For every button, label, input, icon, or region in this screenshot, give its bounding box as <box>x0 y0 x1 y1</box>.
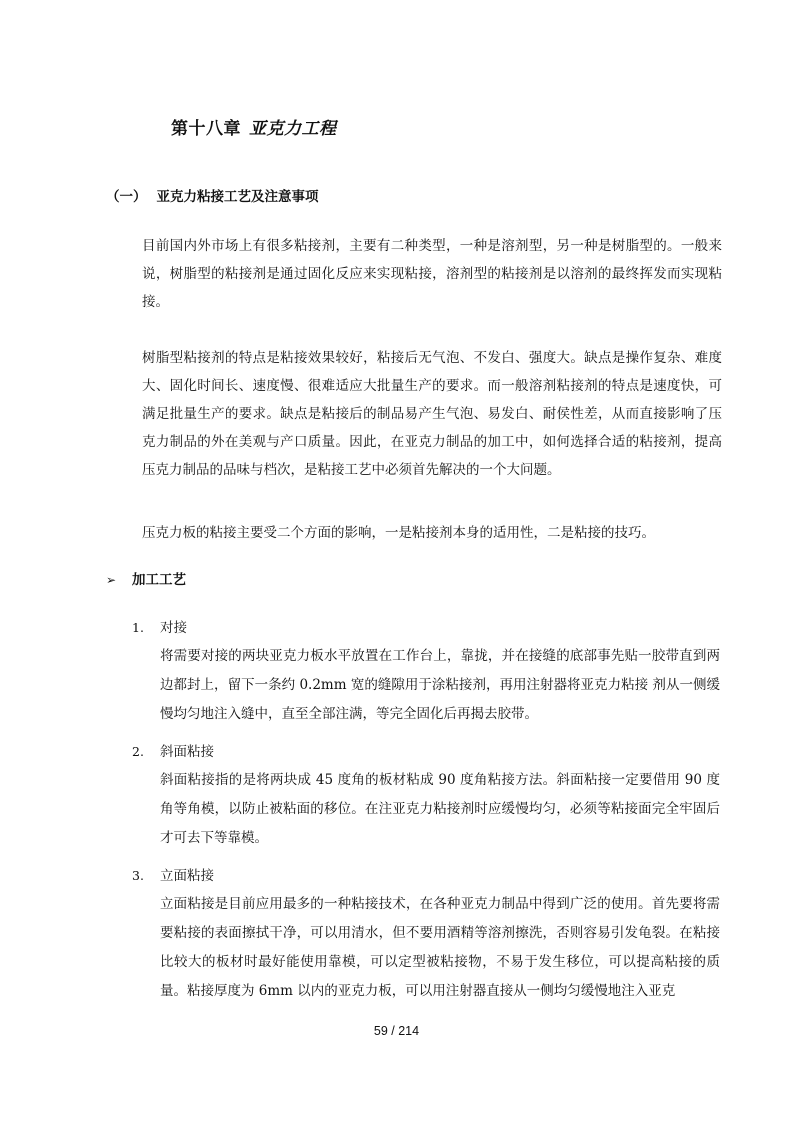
section-title: 亚克力粘接工艺及注意事项 <box>156 189 319 205</box>
chapter-title: 亚克力工程 <box>249 119 337 139</box>
list-item-number: 2. <box>132 744 144 759</box>
list-item-title: 立面粘接 <box>160 868 214 884</box>
list-item-heading <box>132 740 214 760</box>
subsection-title: 加工工艺 <box>132 572 186 588</box>
list-item-heading <box>132 616 187 636</box>
page-number: 59 / 214 <box>373 1024 420 1038</box>
list-item-number: 3. <box>132 868 144 883</box>
body-paragraph: 目前国内外市场上有很多粘接剂，主要有二种类型，一种是溶剂型，另一种是树脂型的。一般来说，树脂型的粘接剂是通过固化反应来实现粘接，溶剂型的粘接剂是以溶剂的最终挥发而实现粘接。 <box>142 238 722 310</box>
list-item-body: 将需要对接的两块亚克力板水平放置在工作台上，靠拢，并在接缝的底部事先贴一胶带直到两边都封上，留下一条约 0.2mm 宽的缝隙用于涂粘接剂，再用注射器将亚克力粘接 剂从一侧缓慢均匀地注入缝中，直至全部注满，等完全固化后再揭去胶带。 <box>160 648 720 722</box>
body-paragraph: 树脂型粘接剂的特点是粘接效果较好，粘接后无气泡、不发白、强度大。缺点是操作复杂、难度大、固化时间长、速度慢、很难适应大批量生产的要求。而一般溶剂粘接剂的特点是速度快，可满足批量生产的要求。缺点是粘接后的制品易产生气泡、易发白、耐侯性差，从而直接影响了压克力制品的外在美观与产口质量。因此，在亚克力制品的加工中，如何选择合适的粘接剂，提高压克力制品的品味与档次，是粘接工艺中必须首先解决的一个大问题。 <box>142 350 722 478</box>
chapter-heading <box>171 114 337 139</box>
arrow-bullet-icon: ➢ <box>106 573 117 587</box>
list-item-body: 斜面粘接指的是将两块成 45 度角的板材粘成 90 度角粘接方法。斜面粘接一定要借用 90 度角等角模，以防止被粘面的移位。在注亚克力粘接剂时应缓慢均匀，必须等粘接面完全牢固后才可去下等靠模。 <box>160 772 720 846</box>
list-item-title: 对接 <box>160 620 187 636</box>
body-paragraph: 压克力板的粘接主要受二个方面的影响，一是粘接剂本身的适用性，二是粘接的技巧。 <box>142 525 655 541</box>
section-number: （一） <box>106 189 147 205</box>
chapter-number: 第十八章 <box>171 119 241 139</box>
section-heading <box>106 185 319 205</box>
list-item-body: 立面粘接是目前应用最多的一种粘接技术，在各种亚克力制品中得到广泛的使用。首先要将需要粘接的表面擦拭干净，可以用清水，但不要用酒精等溶剂擦洗，否则容易引发龟裂。在粘接比较大的板材时最好能使用靠模，可以定型被粘接物，不易于发生移位，可以提高粘接的质量。粘接厚度为 6mm 以内的亚克力板，可以用注射器直接从一侧均匀缓慢地注入亚克 <box>160 896 720 999</box>
subsection-heading <box>106 568 186 588</box>
list-item-title: 斜面粘接 <box>160 744 214 760</box>
list-item-number: 1. <box>132 620 144 635</box>
list-item-heading <box>132 864 214 884</box>
